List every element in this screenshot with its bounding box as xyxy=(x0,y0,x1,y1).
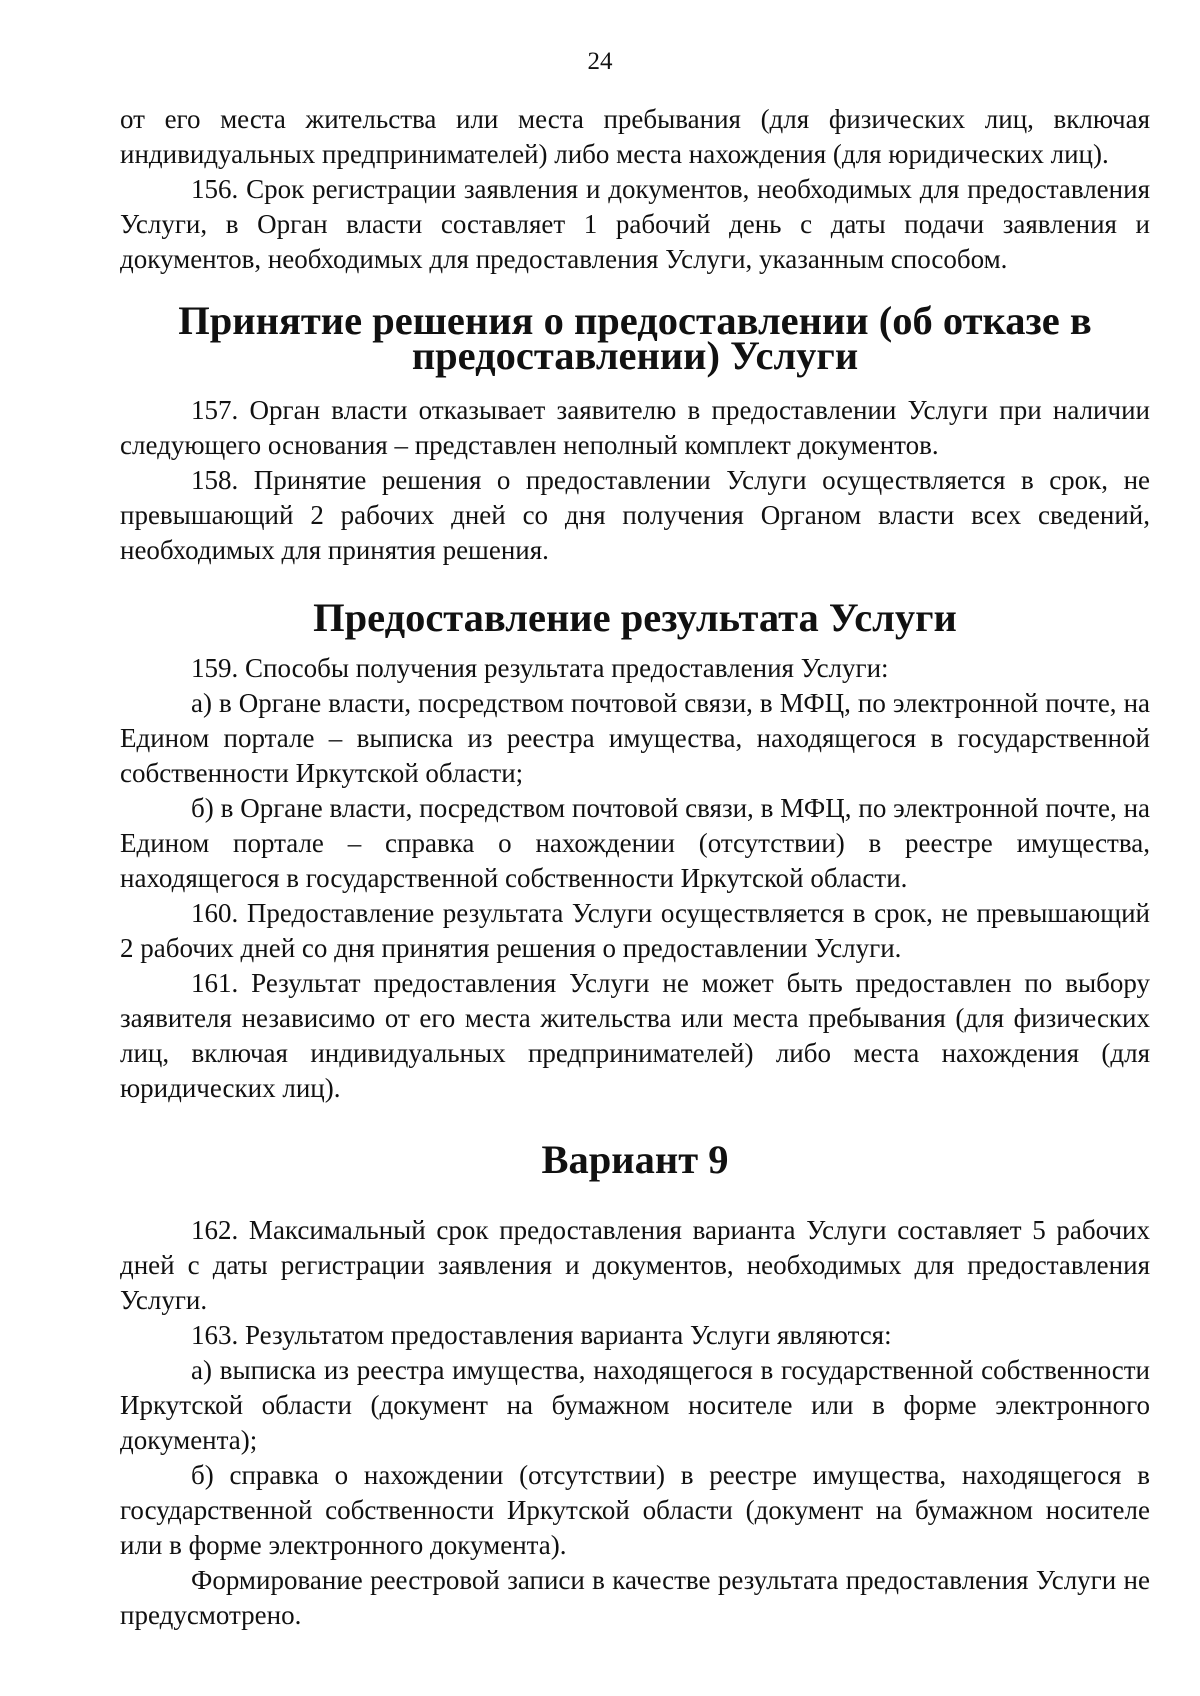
heading-decision: Принятие решения о предоставлении (об отказе в предоставлении) Услуги xyxy=(178,298,1092,378)
paragraph-159-a: а) в Органе власти, посредством почтовой связи, в МФЦ, по электронной почте, на Едином портале – выписка из реестра имущества, находящегося в государственной собственности Иркутской области; xyxy=(120,688,1150,788)
paragraph-156: 156. Срок регистрации заявления и документов, необходимых для предоставления Услуги, в Орган власти составляет 1 рабочий день с даты подачи заявления и документов, необходимых для предоставления Услуги, указанным способом. xyxy=(120,174,1150,274)
paragraph-163-a: а) выписка из реестра имущества, находящегося в государственной собственности Иркутской области (документ на бумажном носителе или в форме электронного документа); xyxy=(120,1355,1150,1455)
paragraph-158: 158. Принятие решения о предоставлении Услуги осуществляется в срок, не превышающий 2 рабочих дней со дня получения Органом власти всех сведений, необходимых для принятия решения. xyxy=(120,465,1150,565)
paragraph-final: Формирование реестровой записи в качестве результата предоставления Услуги не предусмотрено. xyxy=(120,1565,1150,1630)
paragraph-163: 163. Результатом предоставления варианта Услуги являются: xyxy=(191,1320,892,1350)
paragraph-159: 159. Способы получения результата предоставления Услуги: xyxy=(191,653,889,683)
paragraph-163-b: б) справка о нахождении (отсутствии) в реестре имущества, находящегося в государственной собственности Иркутской области (документ на бумажном носителе или в форме электронного документа). xyxy=(120,1460,1150,1560)
paragraph-157: 157. Орган власти отказывает заявителю в предоставлении Услуги при наличии следующего основания – представлен неполный комплект документов. xyxy=(120,395,1150,460)
heading-result: Предоставление результата Услуги xyxy=(313,595,957,640)
paragraph-intro-continuation: от его места жительства или места пребывания (для физических лиц, включая индивидуальных предпринимателей) либо места нахождения (для юридических лиц). xyxy=(120,104,1150,169)
document-body xyxy=(120,102,1150,1633)
page-number: 24 xyxy=(587,48,613,75)
paragraph-159-b: б) в Органе власти, посредством почтовой связи, в МФЦ, по электронной почте, на Едином портале – справка о нахождении (отсутствии) в реестре имущества, находящегося в государственной собственности Иркутской области. xyxy=(120,793,1150,893)
heading-variant-9: Вариант 9 xyxy=(541,1137,729,1182)
paragraph-161: 161. Результат предоставления Услуги не может быть предоставлен по выбору заявителя независимо от его места жительства или места пребывания (для физических лиц, включая индивидуальных предпринимателей) либо места нахождения (для юридических лиц). xyxy=(120,968,1150,1103)
paragraph-160: 160. Предоставление результата Услуги осуществляется в срок, не превышающий 2 рабочих дней со дня принятия решения о предоставлении Услуги. xyxy=(120,898,1150,963)
paragraph-162: 162. Максимальный срок предоставления варианта Услуги составляет 5 рабочих дней с даты регистрации заявления и документов, необходимых для предоставления Услуги. xyxy=(120,1215,1150,1315)
